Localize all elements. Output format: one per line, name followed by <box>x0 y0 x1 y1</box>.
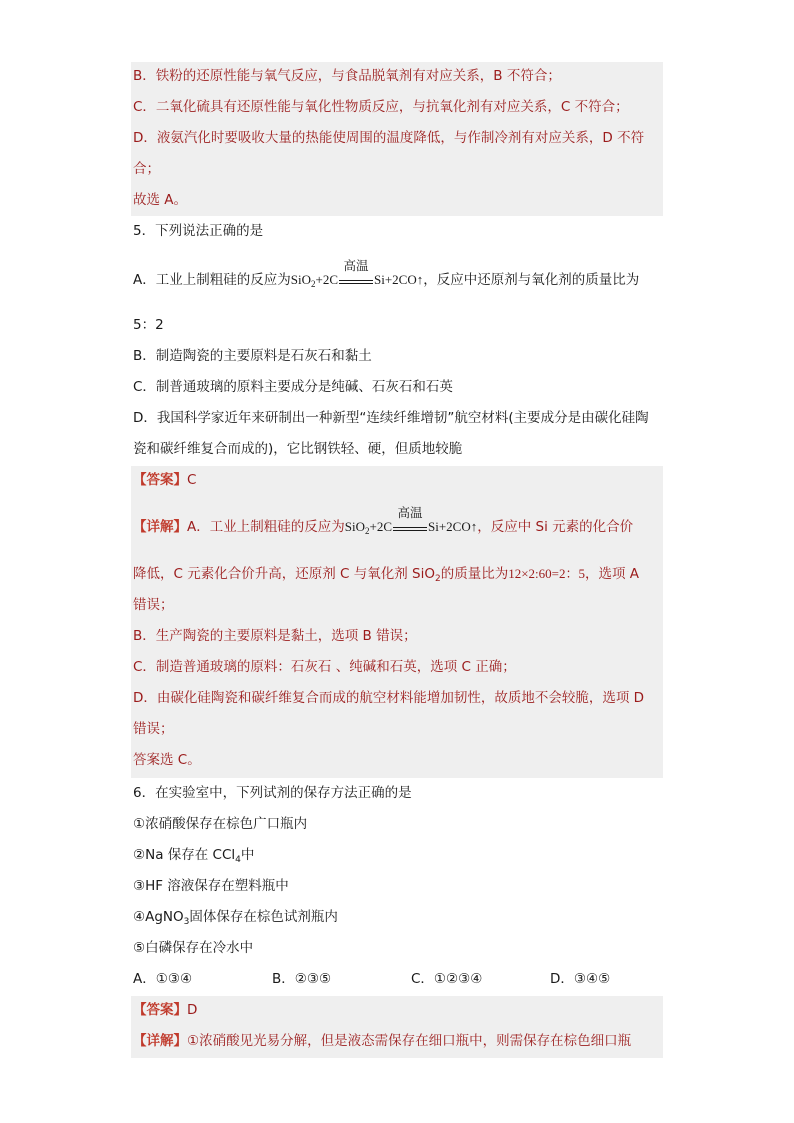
q4-conclusion: 故选 A。 <box>133 192 188 208</box>
q5-detail-a2-mid: 的质量比为 <box>440 566 509 582</box>
q5-detail-c: C．制造普通玻璃的原料：石灰石 、纯碱和石英，选项 C 正确； <box>133 659 516 675</box>
q5-option-d-line2: 瓷和碳纤维复合而成的)，它比钢铁轻、硬，但质地较脆 <box>133 441 463 457</box>
q6-item-4-suffix: 固体保存在棕色试剂瓶内 <box>189 909 338 925</box>
eq-condition-text: 高温 <box>343 258 369 273</box>
q6-option-b: B．②③⑤ <box>272 971 332 987</box>
q5-detail-a2-suffix: ，选项 A <box>584 566 640 582</box>
q6-options <box>131 965 663 993</box>
q6-item-2-suffix: 中 <box>240 847 255 863</box>
q5-option-d-line1: D．我国科学家近年来研制出一种新型“连续纤维增韧”航空材料(主要成分是由碳化硅陶 <box>133 410 649 426</box>
q6-detail-label: 【详解】 <box>133 1033 187 1049</box>
q6-answer-value: D <box>187 1002 198 1018</box>
q5-answer-label: 【答案】 <box>133 472 187 488</box>
q6-item-4 <box>131 903 663 931</box>
eq-reactant1: SiO <box>290 272 311 287</box>
eq2-condition <box>393 505 427 531</box>
eq-plus: +2C <box>315 272 338 287</box>
q5-answer-value: C <box>187 472 197 488</box>
q5-detail-label: 【详解】 <box>133 519 187 535</box>
q6-detail-1: ①浓硝酸见光易分解，但是液态需保存在细口瓶中，则需保存在棕色细口瓶 <box>187 1033 632 1049</box>
q4-explanation-b: B．铁粉的还原性能与氧气反应，与食品脱氧剂有对应关系，B 不符合； <box>133 68 561 84</box>
q6-item-4-sub: 3 <box>183 917 190 927</box>
q6-item-2 <box>131 841 663 869</box>
q6-item-1: ①浓硝酸保存在棕色广口瓶内 <box>133 816 308 832</box>
q6-stem: 6．在实验室中，下列试剂的保存方法正确的是 <box>133 785 412 801</box>
q5-detail-d-line2: 错误； <box>133 721 174 737</box>
eq-double-bar <box>339 280 373 284</box>
q6-option-a: A．①③④ <box>133 971 193 987</box>
q6-item-4-prefix: ④AgNO <box>133 909 184 925</box>
q6-detail <box>131 1027 663 1055</box>
q5-detail-a <box>131 505 663 541</box>
q5-detail-b: B．生产陶瓷的主要原料是黏土，选项 B 错误； <box>133 628 417 644</box>
q6-item-5: ⑤白磷保存在冷水中 <box>133 940 254 956</box>
q5-detail-a-prefix: A．工业上制粗硅的反应为 <box>187 519 345 535</box>
q5-detail-d-line1: D．由碳化硅陶瓷和碳纤维复合而成的航空材料能增加韧性，故质地不会较脆，选项 D <box>133 690 645 706</box>
q6-item-2-prefix: ②Na 保存在 CCl <box>133 847 236 863</box>
q5-conclusion: 答案选 C。 <box>133 752 201 768</box>
q5-answer <box>131 466 663 494</box>
eq2-plus: +2C <box>369 519 392 534</box>
eq-gas-arrow: ↑ <box>416 272 424 287</box>
q6-option-d: D．③④⑤ <box>550 971 611 987</box>
q5-detail-equation <box>344 505 478 536</box>
q5-detail-a2-calc: 12×2:60=2：5 <box>508 566 585 581</box>
q5-option-a-cont: 5：2 <box>133 317 164 333</box>
q5-stem: 5．下列说法正确的是 <box>133 223 264 239</box>
q6-item-2-sub: 4 <box>235 855 241 865</box>
eq-products: Si+2CO <box>374 272 417 287</box>
q5-detail-sio2-sub: 2 <box>434 574 441 584</box>
q4-explanation-d-line1: D．液氨汽化时要吸收大量的热能使周围的温度降低，与作制冷剂有对应关系，D 不符 <box>133 130 645 146</box>
q6-answer-label: 【答案】 <box>133 1002 187 1018</box>
q5-option-b: B．制造陶瓷的主要原料是石灰石和黏土 <box>133 348 372 364</box>
eq2-reactant1-sub: 2 <box>364 526 370 536</box>
eq-condition <box>339 258 373 284</box>
q5-option-a <box>131 258 663 294</box>
q6-option-c: C．①②③④ <box>411 971 483 987</box>
eq2-double-bar <box>393 527 427 531</box>
q5-option-a-suffix: ，反应中还原剂与氧化剂的质量比为 <box>423 272 640 288</box>
q6-answer <box>131 996 663 1024</box>
q5-option-c: C．制普通玻璃的原料主要成分是纯碱、石灰石和石英 <box>133 379 453 395</box>
eq2-gas-arrow: ↑ <box>470 519 478 534</box>
q4-explanation-c: C．二氧化硫具有还原性能与氧化性物质反应，与抗氧化剂有对应关系，C 不符合； <box>133 99 629 115</box>
q6-item-3: ③HF 溶液保存在塑料瓶中 <box>133 878 289 894</box>
eq2-reactant1: SiO <box>344 519 365 534</box>
eq2-condition-text: 高温 <box>397 505 423 520</box>
q5-detail-a-line3: 错误； <box>133 597 174 613</box>
q4-explanation-d-line2: 合； <box>133 161 160 177</box>
eq-reactant1-sub: 2 <box>310 279 316 289</box>
q5-detail-a-suffix: ，反应中 Si 元素的化合价 <box>477 519 634 535</box>
q5-equation <box>290 258 424 289</box>
q5-option-a-prefix: A．工业上制粗硅的反应为 <box>133 272 291 288</box>
q5-detail-a-line2 <box>131 560 663 588</box>
eq2-products: Si+2CO <box>428 519 471 534</box>
q5-detail-a2-prefix: 降低，C 元素化合价升高，还原剂 C 与氧化剂 SiO <box>133 566 435 582</box>
